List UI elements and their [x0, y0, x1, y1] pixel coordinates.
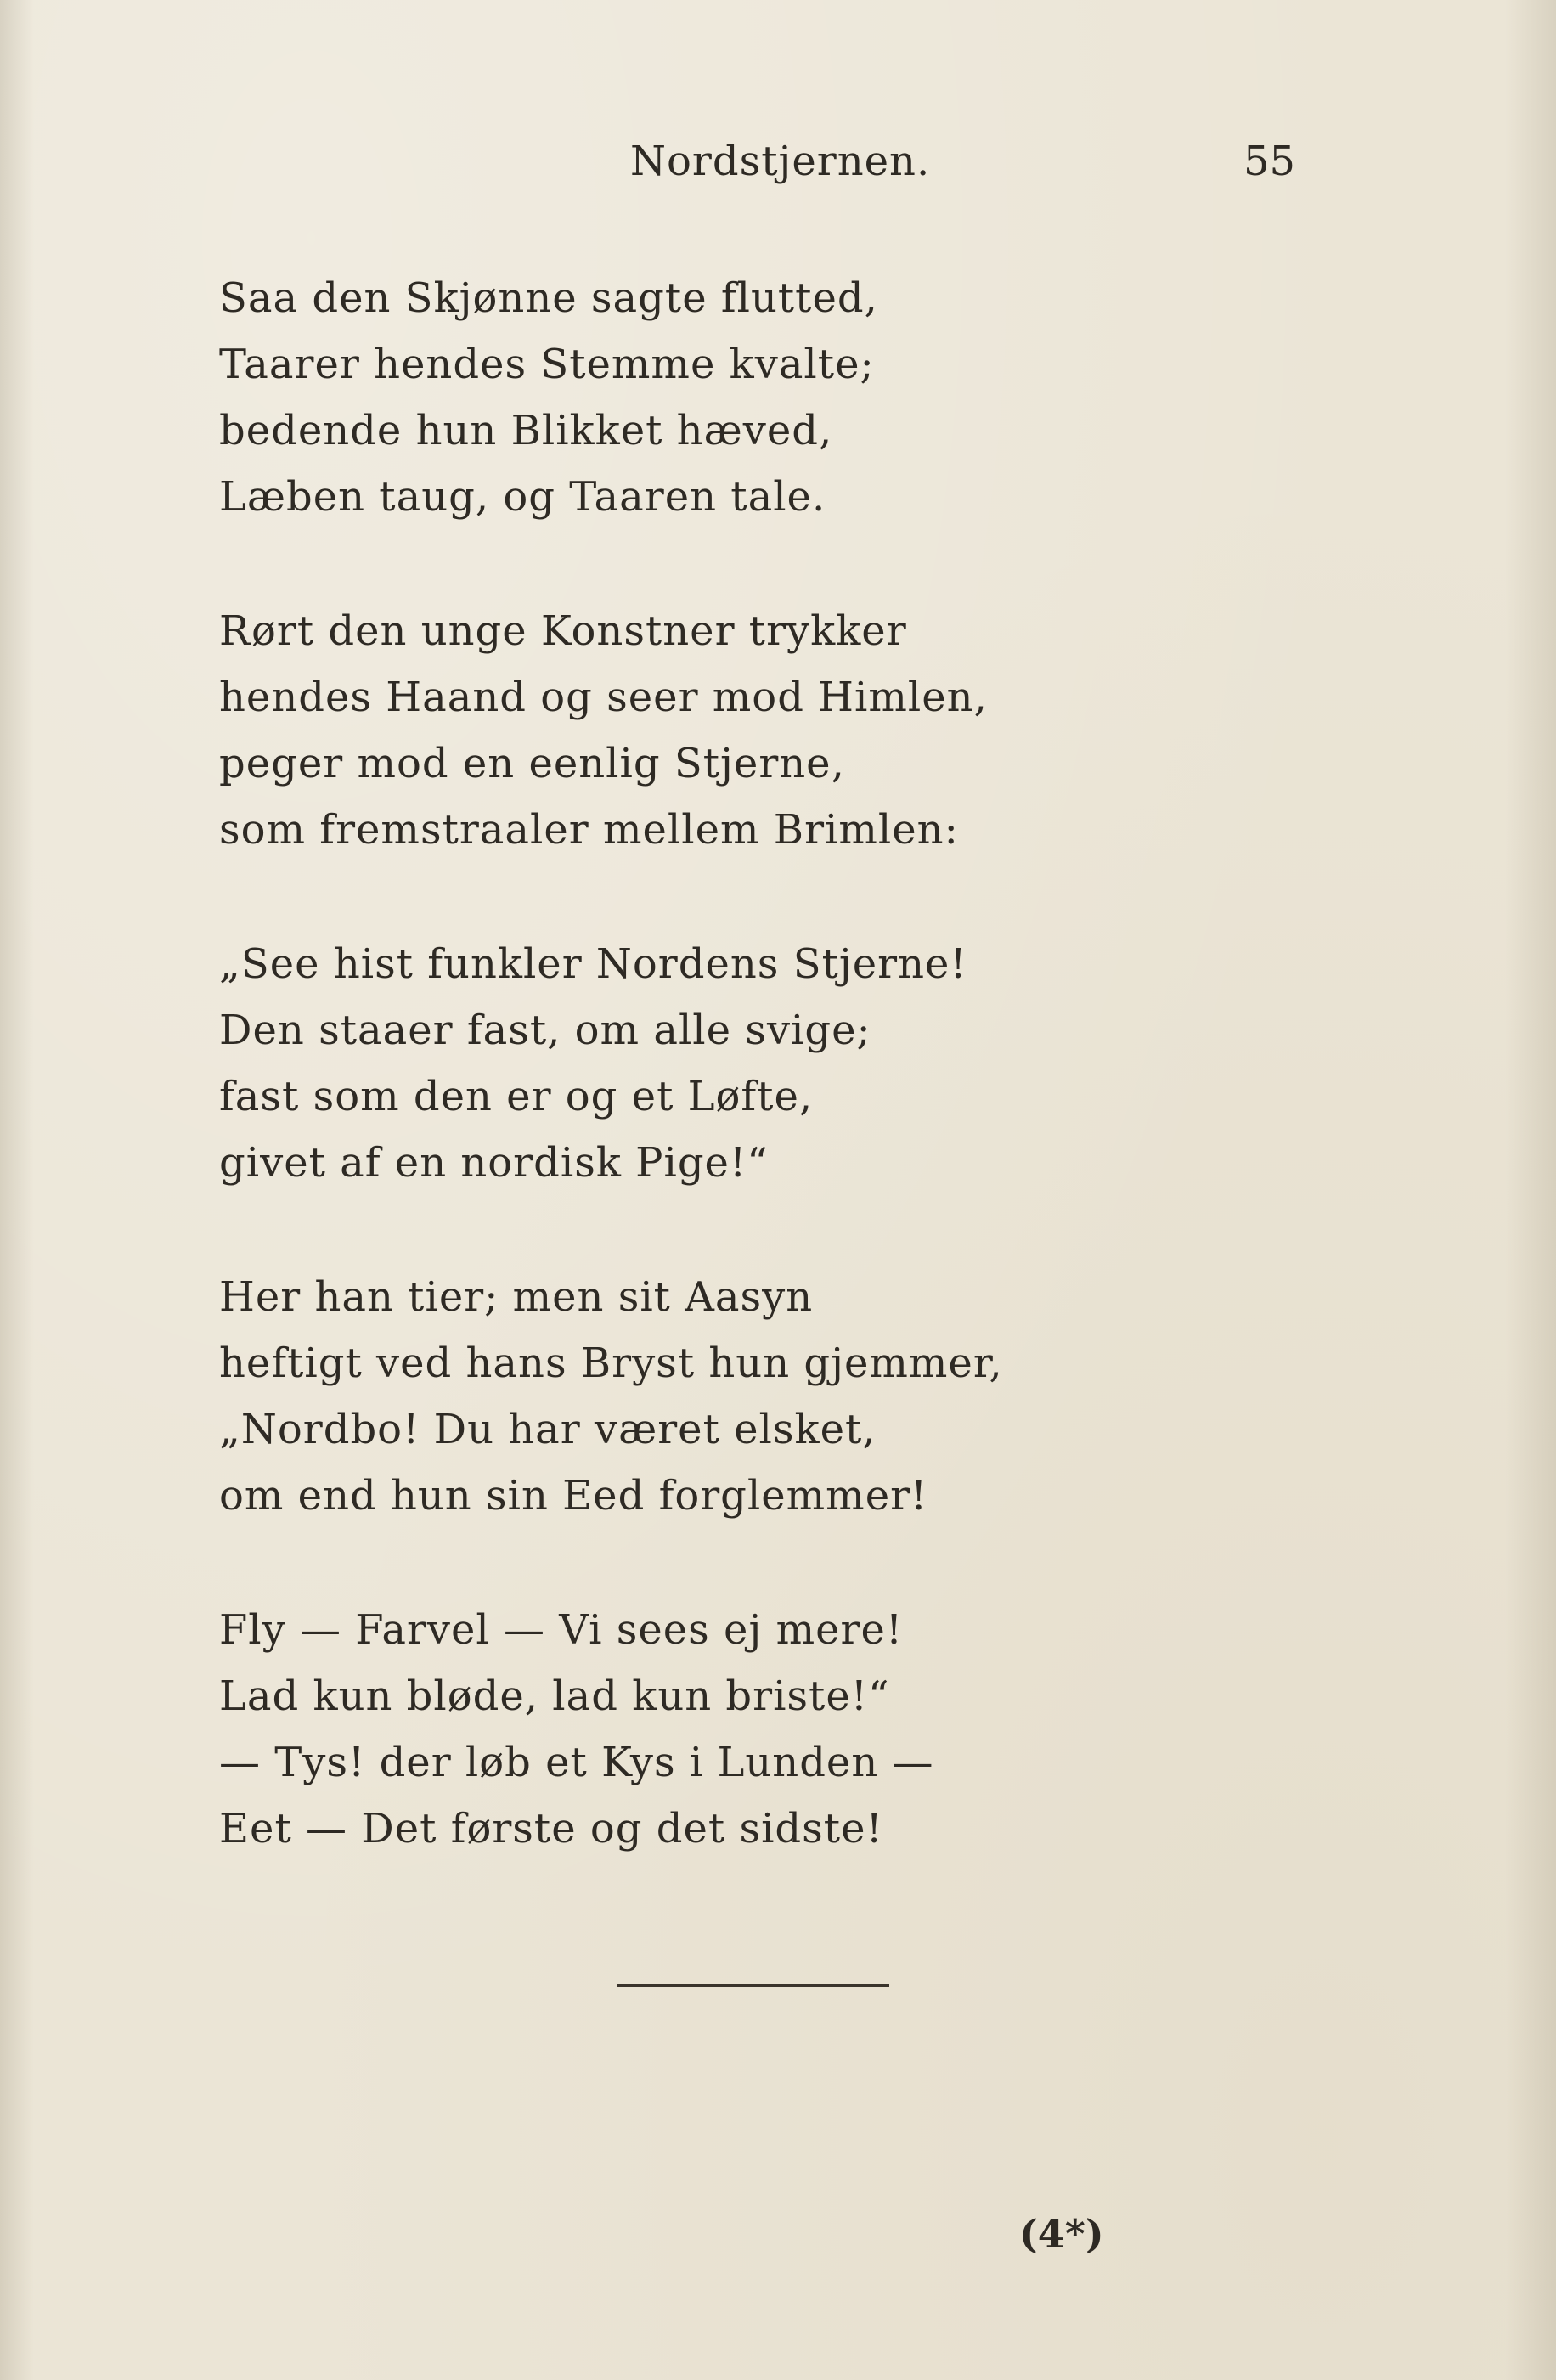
poem-line: Her han tier; men sit Aasyn — [219, 1273, 814, 1321]
stanza-3 — [219, 931, 1068, 1196]
poem-line: bedende hun Blikket hæved, — [219, 407, 833, 454]
poem-line: Eet — Det første og det sidste! — [219, 1805, 883, 1853]
end-rule — [617, 1984, 889, 1987]
poem-line: Taarer hendes Stemme kvalte; — [219, 341, 875, 388]
poem-line: Fly — Farvel — Vi sees ej mere! — [219, 1606, 904, 1654]
poem-line: „Nordbo! Du har været elsket, — [219, 1406, 877, 1453]
poem-line: Læben taug, og Taaren tale. — [219, 473, 826, 521]
signature-mark: (4*) — [1019, 2211, 1104, 2257]
page-gutter-shadow — [0, 0, 34, 2380]
running-title: Nordstjernen. — [630, 138, 931, 185]
page-edge-shadow — [1505, 0, 1556, 2380]
stanza-5 — [219, 1597, 1068, 1862]
stanza-1 — [219, 265, 1068, 530]
poem-line: Rørt den unge Konstner trykker — [219, 607, 907, 655]
stanza-4 — [219, 1264, 1068, 1529]
stanza-2 — [219, 598, 1068, 863]
poem-line: — Tys! der løb et Kys i Lunden — — [219, 1739, 934, 1786]
poem-line: „See hist funkler Nordens Stjerne! — [219, 940, 967, 988]
poem-line: heftigt ved hans Bryst hun gjemmer, — [219, 1339, 1003, 1387]
poem-line: peger mod en eenlig Stjerne, — [219, 740, 845, 787]
poem-line: hendes Haand og seer mod Himlen, — [219, 674, 988, 721]
poem-line: om end hun sin Eed forglemmer! — [219, 1472, 928, 1520]
poem-line: Den staaer fast, om alle svige; — [219, 1007, 871, 1054]
page-number: 55 — [1243, 138, 1296, 185]
poem-line: fast som den er og et Løfte, — [219, 1073, 814, 1120]
poem-line: Saa den Skjønne sagte flutted, — [219, 274, 878, 322]
poem — [219, 265, 1068, 1930]
poem-line: givet af en nordisk Pige!“ — [219, 1139, 769, 1187]
poem-line: som fremstraaler mellem Brimlen: — [219, 806, 959, 854]
poem-line: Lad kun bløde, lad kun briste!“ — [219, 1672, 890, 1720]
